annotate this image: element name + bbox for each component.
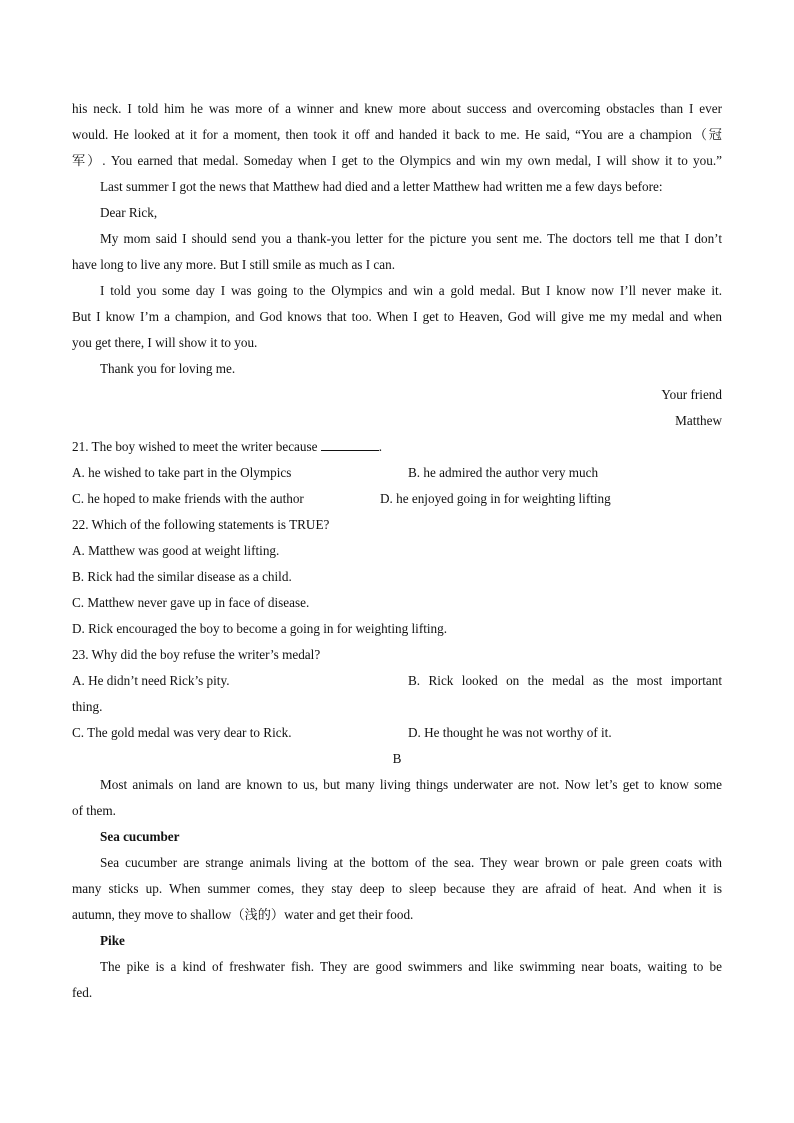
option-b: B. he admired the author very much [408, 465, 599, 480]
paragraph-line: Sea cucumber are strange animals living at the bottom of the sea. They wear brown or pale green coats with [100, 855, 722, 870]
option-c: C. Matthew never gave up in face of disease. [72, 595, 310, 610]
letter-line: My mom said I should send you a thank-you letter for the picture you sent me. The doctors tell me that I don’t [100, 231, 722, 246]
pike-heading: Pike [100, 933, 125, 948]
option-a: A. Matthew was good at weight lifting. [72, 543, 280, 558]
story-line: Last summer I got the news that Matthew had died and a letter Matthew had written me a few days before: [100, 179, 663, 194]
question-stem-end: . [378, 439, 383, 454]
story-line: 军）. You earned that medal. Someday when I get to the Olympics and win my own medal, I will show it to you.” [72, 153, 722, 168]
answer-blank [321, 436, 379, 451]
option-d: D. he enjoyed going in for weighting lifting [380, 491, 611, 506]
letter-line: But I know I’m a champion, and God knows that too. When I get to Heaven, God will give me my medal and when [72, 309, 722, 324]
question-21-options-row [72, 460, 722, 486]
section-b-label: B [392, 751, 402, 766]
option-a: A. He didn’t need Rick’s pity. [72, 673, 230, 688]
sea-cucumber-heading: Sea cucumber [100, 829, 180, 844]
question-21-options-row [72, 486, 722, 512]
story-line: would. He looked at it for a moment, then took it off and handed it back to me. He said, “You are a champion（冠 [72, 127, 722, 142]
letter-greeting: Dear Rick, [100, 205, 158, 220]
letter-line: I told you some day I was going to the Olympics and win a gold medal. But I know now I’ll never make it. [100, 283, 722, 298]
letter-line: have long to live any more. But I still smile as much as I can. [72, 257, 396, 272]
letter-closing: Your friend [661, 387, 722, 402]
paragraph-line: The pike is a kind of freshwater fish. They are good swimmers and like swimming near boats, waiting to be [100, 959, 722, 974]
option-a: A. he wished to take part in the Olympics [72, 465, 292, 480]
option-d: D. Rick encouraged the boy to become a going in for weighting lifting. [72, 621, 448, 636]
letter-signature: Matthew [675, 413, 722, 428]
question-22-stem: 22. Which of the following statements is TRUE? [72, 517, 330, 532]
question-21-stem [72, 434, 722, 460]
story-line: his neck. I told him he was more of a winner and knew more about success and overcoming obstacles than I ever [72, 101, 722, 116]
option-d: D. He thought he was not worthy of it. [408, 725, 612, 740]
paragraph-line: fed. [72, 985, 93, 1000]
option-b: B. Rick had the similar disease as a child. [72, 569, 292, 584]
intro-line: of them. [72, 803, 116, 818]
question-23-options-row [72, 720, 722, 746]
question-23-stem: 23. Why did the boy refuse the writer’s medal? [72, 647, 321, 662]
option-b: B. Rick looked on the medal as the most important [408, 673, 722, 688]
letter-thanks: Thank you for loving me. [100, 361, 236, 376]
paragraph-line: autumn, they move to shallow（浅的）water and get their food. [72, 907, 414, 922]
option-c: C. The gold medal was very dear to Rick. [72, 725, 292, 740]
question-23-options-row [72, 668, 722, 694]
question-stem-text: 21. The boy wished to meet the writer because [72, 439, 318, 454]
option-b-continued: thing. [72, 699, 103, 714]
document-page [72, 96, 722, 1006]
paragraph-line: many sticks up. When summer comes, they stay deep to sleep because they are afraid of heat. And when it is [72, 881, 722, 896]
letter-line: you get there, I will show it to you. [72, 335, 258, 350]
option-c: C. he hoped to make friends with the author [72, 491, 304, 506]
intro-line: Most animals on land are known to us, but many living things underwater are not. Now let’s get to know some [100, 777, 722, 792]
